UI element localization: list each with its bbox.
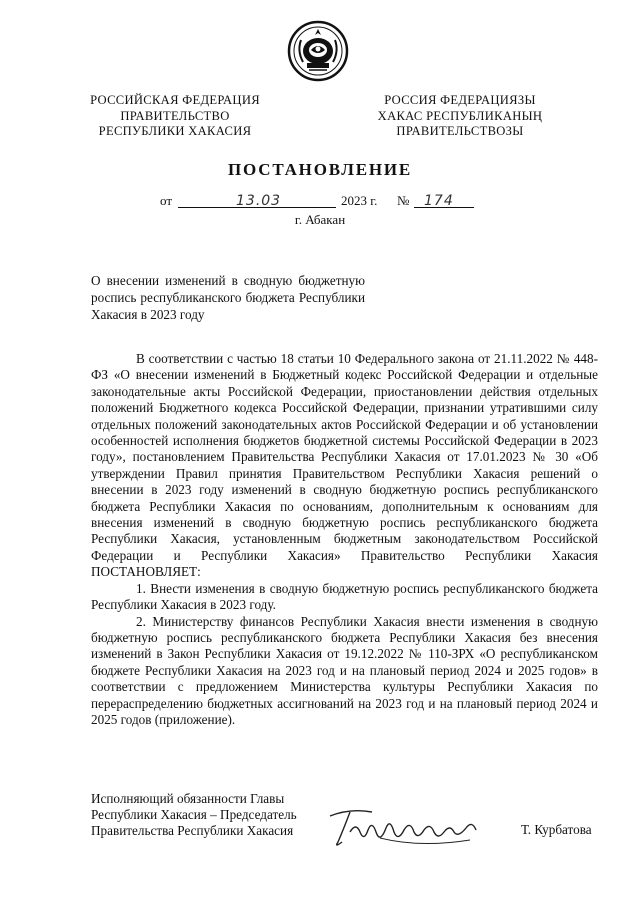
header-right-line: ПРАВИТЕЛЬСТВОЗЫ xyxy=(396,124,524,138)
header-right xyxy=(365,93,555,140)
header-right-line: ХАКАС РЕСПУБЛИКАНЫҢ xyxy=(377,108,543,123)
document-subject: О внесении изменений в сводную бюджетную роспись республиканского бюджета Республики Хакасия в 2023 году xyxy=(91,273,365,322)
document-body xyxy=(91,351,598,728)
header-left-line: РОССИЙСКАЯ ФЕДЕРАЦИЯ xyxy=(90,93,260,107)
signature-position xyxy=(91,791,331,840)
number-sign: № xyxy=(397,193,410,208)
signature-position-line: Правительства Республики Хакасия xyxy=(91,823,294,839)
document-title: ПОСТАНОВЛЕНИЕ xyxy=(227,160,413,179)
header-left xyxy=(80,93,270,140)
header-left-line: РЕСПУБЛИКИ ХАКАСИЯ xyxy=(98,124,252,138)
date-handwritten: 13.03 xyxy=(236,193,282,209)
handwritten-signature xyxy=(320,802,500,852)
signer-name: Т. Курбатова xyxy=(521,822,592,837)
coat-of-arms-icon xyxy=(287,20,349,82)
header-left-line: ПРАВИТЕЛЬСТВО xyxy=(120,108,230,123)
date-prefix: от xyxy=(160,193,173,208)
date-year: 2023 г. xyxy=(341,193,378,208)
number-handwritten: 174 xyxy=(424,193,454,209)
header-right-line: РОССИЯ ФЕДЕРАЦИЯЗЫ xyxy=(384,93,536,107)
body-paragraph: 1. Внести изменения в сводную бюджетную роспись республиканского бюджета Республики Хакасия в 2023 году. xyxy=(91,580,598,613)
city: г. Абакан xyxy=(294,212,346,227)
body-paragraph: 2. Министерству финансов Республики Хакасия внести изменения в сводную бюджетную роспись республиканского бюджета Республики Хакасия без внесения изменений в Закон Республики Хакасия от 19.12.2022 № 110-ЗРХ «О республиканском бюджете Республики Хакасия на 2023 год и на плановый период 2024 и 2025 годов» в соответствии с предложением Министерства культуры Республики Хакасия по перераспределению бюджетных ассигнований на 2023 год и на плановый период 2024 и 2025 годов (приложение). xyxy=(91,613,598,727)
signature-position-line: Республики Хакасия – Председатель xyxy=(91,807,297,823)
signature-position-line: Исполняющий обязанности Главы xyxy=(91,791,285,806)
body-paragraph: В соответствии с частью 18 статьи 10 Федерального закона от 21.11.2022 № 448-ФЗ «О внесении изменений в Бюджетный кодекс Российской Федерации и отдельные законодательные акты Российской Федерации, приостановлении действия отдельных положений Бюджетного кодекса Российской Федерации, признании утратившими силу отдельных положений законодательных актов Российской Федерации и об установлении особенностей исполнения бюджетов бюджетной системы Российской Федерации в 2023 году», постановлением Правительства Республики Хакасия от 17.01.2023 № 30 «Об утверждении Правил принятия Правительством Республики Хакасия решений о внесении в 2023 году изменений в сводную бюджетную роспись республиканского бюджета Республики Хакасия по основаниям, дополнительным к основаниям для внесения изменений в сводную бюджетную роспись республиканского бюджета Республики Хакасия, установленным бюджетным законодательством Российской Федерации и Республики Хакасия» Правительство Республики Хакасия ПОСТАНОВЛЯЕТ: xyxy=(91,351,598,580)
date-line xyxy=(0,193,640,213)
